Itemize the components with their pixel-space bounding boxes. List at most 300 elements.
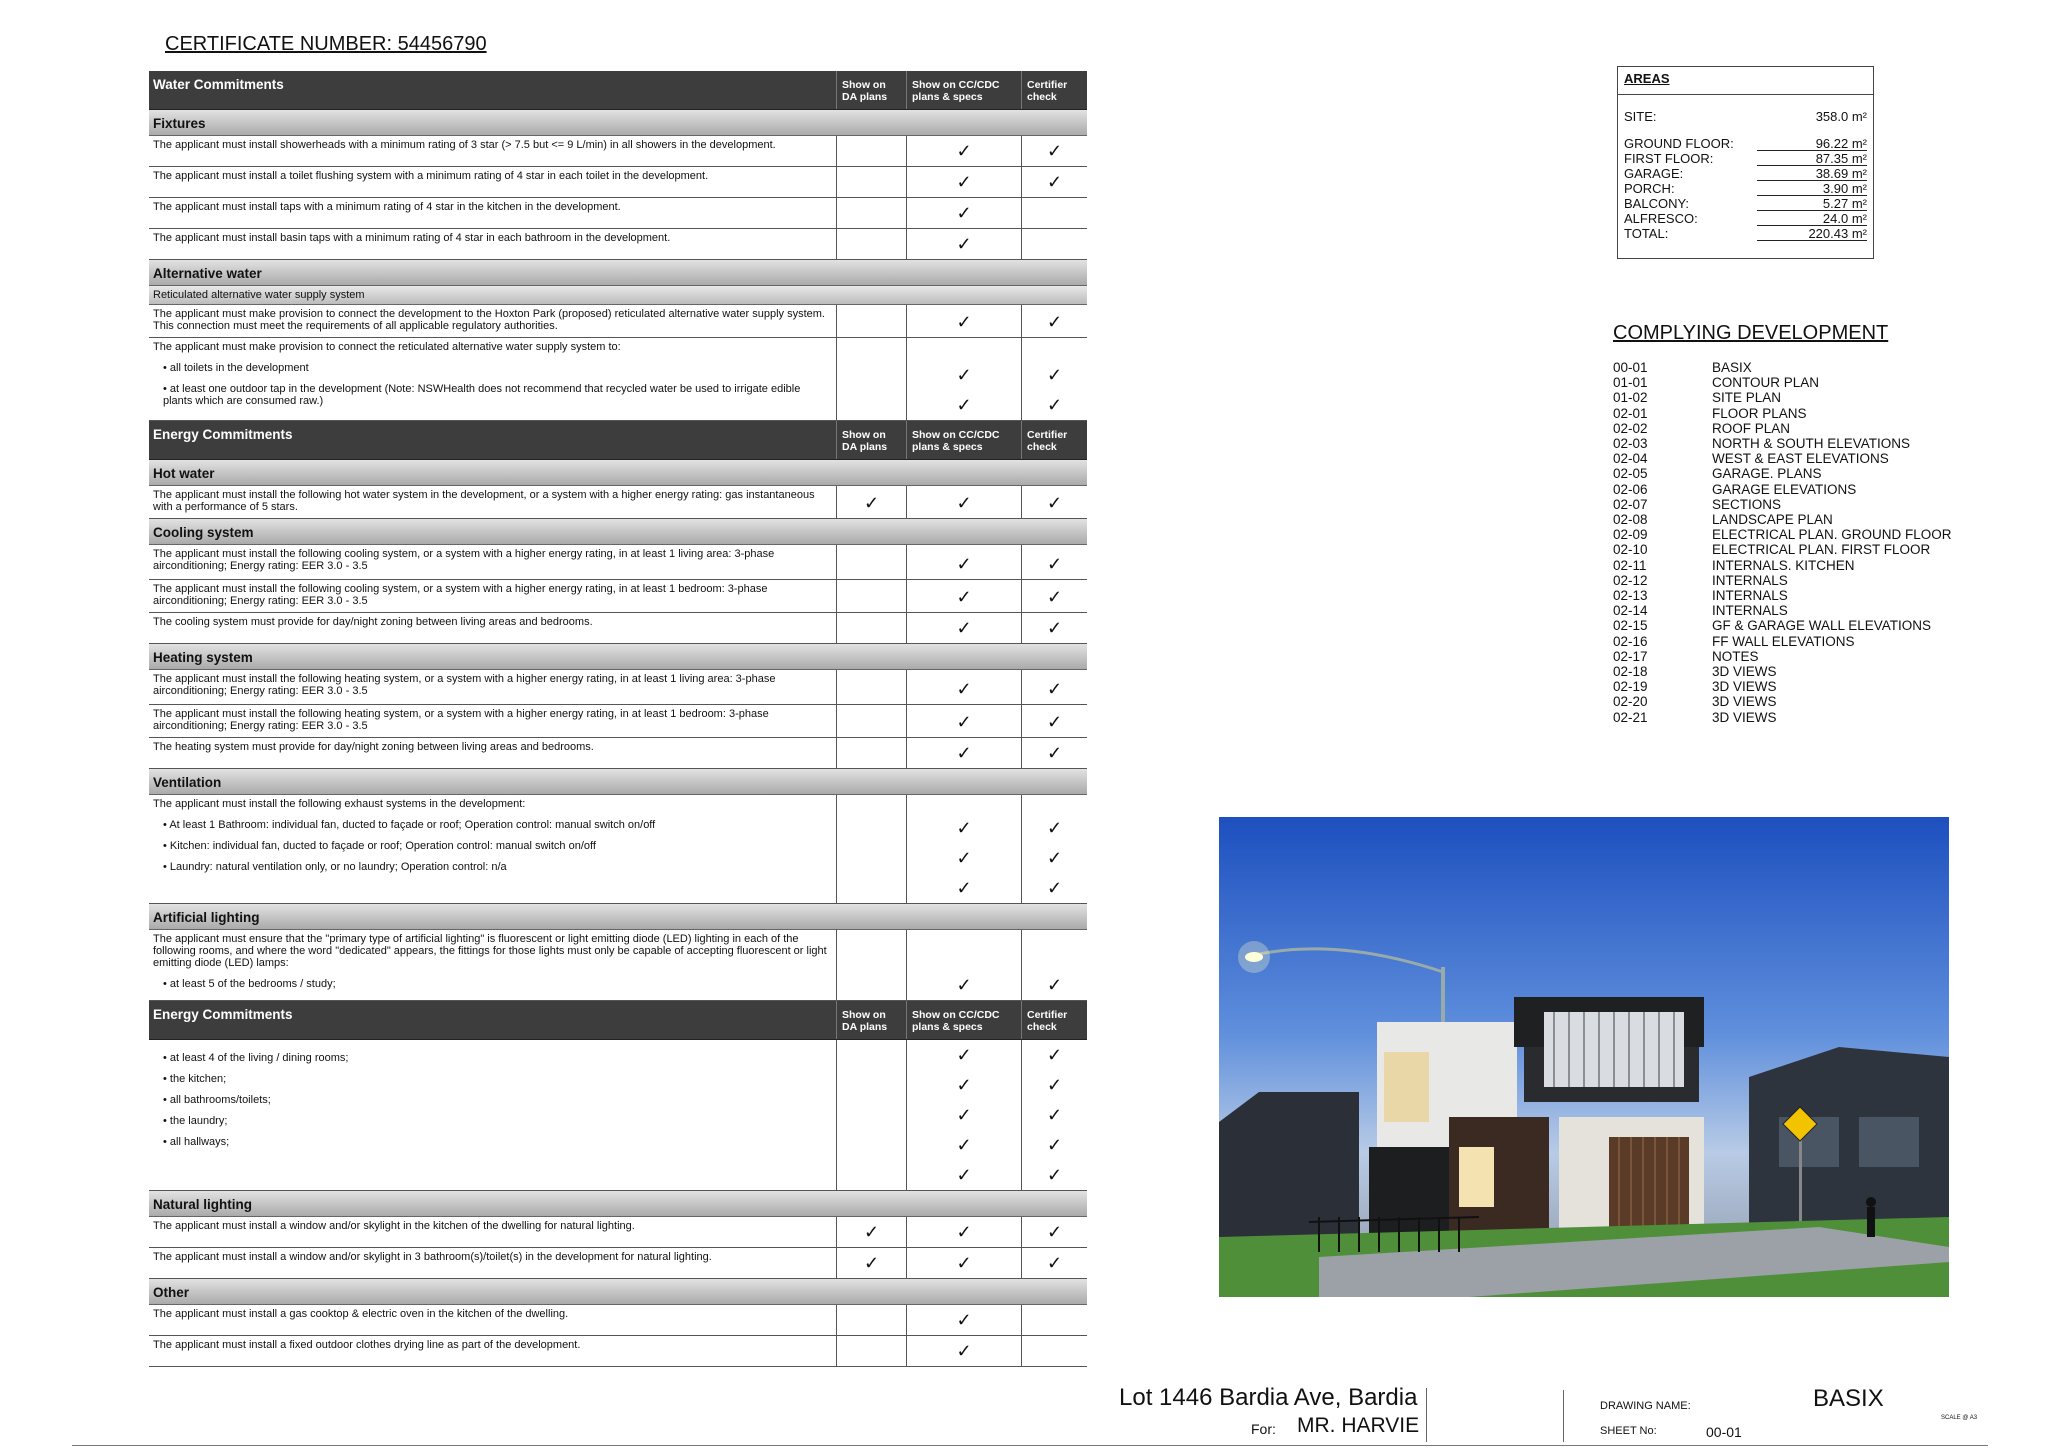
column-header: Show on DA plans (836, 71, 906, 109)
check-cell (906, 1040, 1021, 1190)
check-cell (1021, 1248, 1087, 1278)
check-mark: ✓ (1046, 554, 1063, 574)
area-label: BALCONY: (1624, 196, 1690, 211)
drawing-title: BASIX (1712, 360, 1752, 375)
commitment-description: The applicant must install basin taps with a minimum rating of 4 star in each bathroom in the development. (153, 232, 671, 244)
commitments-header (149, 71, 1087, 110)
commitment-row (149, 613, 1087, 644)
drawing-list-item (1613, 649, 1952, 664)
commitment-description: The applicant must install the following exhaust systems in the development: (153, 798, 526, 810)
scale-note: SCALE @ A3 (1941, 1415, 1978, 1421)
check-cell (1021, 1217, 1087, 1247)
area-site: SITE: 358.0 m² (1624, 109, 1867, 124)
drawing-list-item (1613, 451, 1952, 466)
drawing-number: 02-10 (1613, 542, 1648, 558)
check-cell (906, 198, 1021, 228)
drawing-number: 02-21 (1613, 709, 1648, 725)
commitment-description: The applicant must make provision to connect the development to the Hoxton Park (proposed) reticulated alternative water supply system. This connection must meet the requirements of all applicable regulatory authorities. (153, 308, 825, 332)
drawing-list (1613, 360, 1952, 725)
check-mark: ✓ (1046, 618, 1063, 638)
drawing-name: BASIX (1813, 1385, 1884, 1412)
check-cell (836, 795, 906, 903)
check-mark: ✓ (956, 975, 972, 995)
check-cell (906, 930, 1021, 1000)
section-heading: Artificial lighting (149, 904, 1087, 930)
check-mark: ✓ (1046, 395, 1063, 415)
check-mark: ✓ (1046, 679, 1063, 699)
drawing-title: GARAGE. PLANS (1712, 466, 1822, 482)
check-mark: ✓ (956, 172, 972, 192)
drawing-title: 3D VIEWS (1712, 709, 1777, 725)
drawing-title: INTERNALS (1712, 603, 1788, 619)
check-mark: ✓ (956, 818, 972, 838)
drawing-title: WEST & EAST ELEVATIONS (1712, 451, 1889, 467)
drawing-title: NORTH & SOUTH ELEVATIONS (1712, 436, 1911, 452)
title-block-divider (1426, 1388, 1427, 1442)
area-item (1618, 136, 1873, 151)
drawing-number: 02-14 (1613, 603, 1648, 619)
check-mark: ✓ (956, 1310, 972, 1330)
check-mark: ✓ (956, 618, 972, 638)
drawing-title: INTERNALS (1712, 588, 1788, 604)
commitment-bullet: • all toilets in the development (153, 362, 832, 374)
area-value: 220.43 m² (1757, 226, 1867, 241)
commitment-description: The applicant must install a window and/or skylight in 3 bathroom(s)/toilet(s) in the development for natural lighting. (153, 1251, 712, 1263)
commitment-row (149, 580, 1087, 613)
commitment-text (149, 705, 836, 737)
check-mark: ✓ (1046, 1105, 1063, 1125)
check-cell (906, 1305, 1021, 1335)
area-label: FIRST FLOOR: (1624, 151, 1714, 166)
check-mark: ✓ (1046, 712, 1063, 732)
drawing-list-item (1613, 482, 1952, 497)
commitment-row (149, 1248, 1087, 1279)
column-header: Show on CC/CDC plans & specs (906, 71, 1021, 109)
check-mark: ✓ (1046, 818, 1063, 838)
check-cell (906, 305, 1021, 337)
commitment-row (149, 795, 1087, 904)
check-cell (1021, 486, 1087, 518)
check-cell (1021, 338, 1087, 420)
section-heading: Hot water (149, 460, 1087, 486)
check-mark: ✓ (956, 1135, 972, 1155)
commitment-text (149, 167, 836, 197)
commitment-text (149, 136, 836, 166)
drawing-list-item (1613, 710, 1952, 725)
commitment-bullet: • the laundry; (153, 1115, 832, 1127)
area-label: GARAGE: (1624, 166, 1684, 181)
check-mark: ✓ (956, 141, 972, 161)
check-cell (906, 795, 1021, 903)
check-cell (836, 486, 906, 518)
check-mark: ✓ (1046, 1075, 1063, 1095)
commitment-text (149, 580, 836, 612)
check-mark: ✓ (956, 312, 972, 332)
check-mark: ✓ (956, 878, 972, 898)
check-mark: ✓ (956, 203, 972, 223)
check-cell (836, 1040, 906, 1190)
drawing-list-item (1613, 436, 1952, 451)
drawing-number: 02-06 (1613, 481, 1648, 497)
check-mark: ✓ (1046, 365, 1063, 385)
area-value: 38.69 m² (1757, 166, 1867, 181)
column-header: Certifier check (1021, 1001, 1087, 1039)
commitments-header (149, 421, 1087, 460)
commitment-row (149, 670, 1087, 705)
commitment-row (149, 1336, 1087, 1367)
commitment-row (149, 1040, 1087, 1191)
drawing-number: 02-03 (1613, 436, 1648, 452)
check-cell (1021, 1336, 1087, 1366)
check-mark: ✓ (956, 712, 972, 732)
column-header: Show on DA plans (836, 421, 906, 459)
check-cell (1021, 1040, 1087, 1190)
area-item (1618, 211, 1873, 226)
commitment-description: The applicant must make provision to connect the reticulated alternative water supply system to: (153, 341, 621, 353)
drawing-title: ELECTRICAL PLAN. GROUND FLOOR (1712, 527, 1952, 543)
commitment-text (149, 1336, 836, 1366)
drawing-number: 02-18 (1613, 664, 1648, 680)
commitment-text (149, 670, 836, 704)
commitments-header (149, 1001, 1087, 1040)
commitment-row (149, 705, 1087, 738)
drawing-number: 02-17 (1613, 648, 1648, 664)
check-mark: ✓ (956, 587, 972, 607)
areas-title: AREAS (1618, 67, 1873, 95)
area-item (1618, 226, 1873, 241)
commitment-row (149, 167, 1087, 198)
check-cell (1021, 930, 1087, 1000)
area-item (1618, 151, 1873, 166)
drawing-list-item (1613, 527, 1952, 542)
commitment-description: The applicant must install a gas cooktop & electric oven in the kitchen of the dwelling. (153, 1308, 569, 1320)
section-heading: Fixtures (149, 110, 1087, 136)
check-cell (906, 705, 1021, 737)
drawing-title: CONTOUR PLAN (1712, 375, 1820, 391)
section-heading: Alternative water (149, 260, 1087, 286)
area-value: 24.0 m² (1757, 211, 1867, 226)
check-mark: ✓ (956, 848, 972, 868)
check-mark: ✓ (956, 1045, 972, 1065)
check-mark: ✓ (956, 679, 972, 699)
section-heading: Heating system (149, 644, 1087, 670)
area-value: 87.35 m² (1757, 151, 1867, 166)
column-header: Show on CC/CDC plans & specs (906, 1001, 1021, 1039)
drawing-list-item (1613, 542, 1952, 557)
commitment-description: The applicant must install the following heating system, or a system with a higher energy rating, in at least 1 bedroom: 3-phase airconditioning; Energy rating: EER 3.0 - 3.5 (153, 708, 769, 732)
drawing-list-item (1613, 466, 1952, 481)
check-cell (906, 1248, 1021, 1278)
check-cell (836, 338, 906, 420)
check-cell (1021, 305, 1087, 337)
drawing-number: 02-20 (1613, 694, 1648, 710)
check-mark: ✓ (956, 1222, 972, 1242)
drawing-number: 02-01 (1613, 405, 1648, 421)
check-cell (906, 167, 1021, 197)
commitment-text (149, 198, 836, 228)
area-value: 96.22 m² (1757, 136, 1867, 151)
check-cell (836, 1305, 906, 1335)
check-cell (1021, 1305, 1087, 1335)
check-mark: ✓ (956, 493, 972, 513)
check-mark: ✓ (1046, 743, 1063, 763)
check-cell (1021, 136, 1087, 166)
check-mark: ✓ (1046, 172, 1063, 192)
check-cell (836, 167, 906, 197)
commitment-description: The cooling system must provide for day/night zoning between living areas and bedrooms. (153, 616, 593, 628)
check-cell (836, 305, 906, 337)
column-header: Show on DA plans (836, 1001, 906, 1039)
drawing-number: 01-02 (1613, 390, 1648, 406)
check-mark: ✓ (956, 1253, 972, 1273)
check-mark: ✓ (863, 1253, 880, 1273)
drawing-title: INTERNALS. KITCHEN (1712, 557, 1855, 573)
check-cell (1021, 738, 1087, 768)
check-mark: ✓ (956, 743, 972, 763)
commitment-row (149, 738, 1087, 769)
drawing-list-item (1613, 634, 1952, 649)
commitment-bullet: • Laundry: natural ventilation only, or no laundry; Operation control: n/a (153, 861, 832, 873)
section-heading: Natural lighting (149, 1191, 1087, 1217)
title-block-divider (1563, 1390, 1564, 1442)
column-header: Certifier check (1021, 71, 1087, 109)
commitment-bullet: • Kitchen: individual fan, ducted to façade or roof; Operation control: manual switch on/off (153, 840, 832, 852)
drawing-list-item (1613, 375, 1952, 390)
drawing-list-item (1613, 360, 1952, 375)
drawing-title: INTERNALS (1712, 572, 1788, 588)
check-mark: ✓ (1046, 975, 1063, 995)
check-cell (836, 930, 906, 1000)
drawing-number: 02-02 (1613, 420, 1648, 436)
check-mark: ✓ (956, 1105, 972, 1125)
commitment-row (149, 338, 1087, 421)
drawing-number: 02-13 (1613, 588, 1648, 604)
check-mark: ✓ (956, 1075, 972, 1095)
commitment-description: The applicant must install taps with a minimum rating of 4 star in the kitchen in the development. (153, 201, 621, 213)
check-cell (906, 338, 1021, 420)
area-item (1618, 166, 1873, 181)
commitment-text (149, 738, 836, 768)
column-header: Certifier check (1021, 421, 1087, 459)
drawing-title: FF WALL ELEVATIONS (1712, 633, 1855, 649)
drawing-title: FLOOR PLANS (1712, 405, 1807, 421)
section-heading: Cooling system (149, 519, 1087, 545)
check-cell (906, 738, 1021, 768)
drawing-number: 02-19 (1613, 679, 1648, 695)
check-cell (836, 198, 906, 228)
drawing-number: 02-09 (1613, 527, 1648, 543)
drawing-title: SITE PLAN (1712, 390, 1782, 406)
commitment-text (149, 338, 836, 420)
house-render-image (1219, 817, 1949, 1297)
drawing-number: 02-07 (1613, 496, 1648, 512)
commitment-text (149, 545, 836, 579)
drawing-list-item (1613, 679, 1952, 694)
drawing-list-item (1613, 421, 1952, 436)
commitment-text (149, 1040, 836, 1190)
check-mark: ✓ (1046, 848, 1063, 868)
area-label: TOTAL: (1624, 226, 1669, 241)
drawing-list-item (1613, 406, 1952, 421)
check-mark: ✓ (1046, 1135, 1063, 1155)
drawing-name-label: DRAWING NAME: (1600, 1400, 1691, 1412)
check-cell (836, 613, 906, 643)
commitment-row (149, 229, 1087, 260)
drawing-list-item (1613, 588, 1952, 603)
check-cell (836, 1336, 906, 1366)
commitment-description: The applicant must install the following heating system, or a system with a higher energy rating, in at least 1 living area: 3-phase airconditioning; Energy rating: EER 3.0 - 3.5 (153, 673, 776, 697)
commitment-row (149, 1305, 1087, 1336)
commitment-row (149, 136, 1087, 167)
check-mark: ✓ (1046, 1045, 1063, 1065)
commitment-description: The applicant must install the following hot water system in the development, or a system with a higher energy rating: gas instantaneous with a performance of 5 stars. (153, 489, 815, 513)
basix-commitments-table (149, 71, 1087, 1367)
commitment-text (149, 486, 836, 518)
check-cell (906, 486, 1021, 518)
check-cell (1021, 670, 1087, 704)
check-mark: ✓ (956, 234, 972, 254)
check-cell (906, 1336, 1021, 1366)
drawing-title: NOTES (1712, 648, 1759, 664)
check-mark: ✓ (1046, 312, 1063, 332)
drawing-number: 02-08 (1613, 512, 1648, 528)
area-value: 5.27 m² (1757, 196, 1867, 211)
project-address: Lot 1446 Bardia Ave, Bardia (1119, 1384, 1418, 1411)
commitment-bullet: • at least 4 of the living / dining rooms; (153, 1052, 832, 1064)
commitment-text (149, 1305, 836, 1335)
section-heading: Ventilation (149, 769, 1087, 795)
drawing-title: 3D VIEWS (1712, 694, 1777, 710)
commitment-bullet: • all bathrooms/toilets; (153, 1094, 832, 1106)
check-mark: ✓ (1046, 1222, 1063, 1242)
check-cell (836, 136, 906, 166)
area-list (1618, 136, 1873, 241)
check-cell (836, 670, 906, 704)
commitment-row (149, 1217, 1087, 1248)
check-mark: ✓ (1046, 1165, 1063, 1185)
check-cell (1021, 167, 1087, 197)
commitment-description: The applicant must install the following cooling system, or a system with a higher energy rating, in at least 1 bedroom: 3-phase airconditioning; Energy rating: EER 3.0 - 3.5 (153, 583, 768, 607)
commitment-text (149, 795, 836, 903)
check-cell (836, 1217, 906, 1247)
check-cell (906, 545, 1021, 579)
commitment-text (149, 1217, 836, 1247)
drawing-title: GF & GARAGE WALL ELEVATIONS (1712, 618, 1932, 634)
drawing-list-item (1613, 573, 1952, 588)
commitment-text (149, 1248, 836, 1278)
column-header: Show on CC/CDC plans & specs (906, 421, 1021, 459)
subsection-heading: Reticulated alternative water supply system (149, 286, 1087, 305)
check-cell (836, 705, 906, 737)
drawing-list-item (1613, 664, 1952, 679)
area-value: 3.90 m² (1757, 181, 1867, 196)
check-mark: ✓ (956, 395, 972, 415)
check-cell (906, 613, 1021, 643)
area-label: PORCH: (1624, 181, 1675, 196)
check-cell (1021, 229, 1087, 259)
commitment-row (149, 305, 1087, 338)
check-cell (1021, 613, 1087, 643)
check-cell (836, 580, 906, 612)
complying-title: COMPLYING DEVELOPMENT (1613, 322, 1889, 344)
commitment-bullet: • at least one outdoor tap in the development (Note: NSWHealth does not recommend that recycled water be used to irrigate edible plants which are consumed raw.) (153, 383, 832, 407)
check-mark: ✓ (863, 493, 880, 513)
drawing-number: 02-04 (1613, 451, 1648, 467)
drawing-list-item (1613, 512, 1952, 527)
drawing-title: 3D VIEWS (1712, 664, 1777, 680)
commitment-row (149, 198, 1087, 229)
commitment-description: The applicant must install the following cooling system, or a system with a higher energy rating, in at least 1 living area: 3-phase airconditioning; Energy rating: EER 3.0 - 3.5 (153, 548, 775, 572)
commitments-title: Water Commitments (153, 77, 284, 92)
client-name: MR. HARVIE (1297, 1414, 1420, 1437)
check-cell (836, 1248, 906, 1278)
check-cell (906, 1217, 1021, 1247)
drawing-title: GARAGE ELEVATIONS (1712, 481, 1857, 497)
drawing-list-item (1613, 603, 1952, 618)
commitment-row (149, 930, 1087, 1001)
check-cell (1021, 198, 1087, 228)
check-cell (1021, 795, 1087, 903)
certificate-number: CERTIFICATE NUMBER: 54456790 (165, 33, 487, 55)
check-mark: ✓ (956, 365, 972, 385)
drawing-number: 02-15 (1613, 618, 1648, 634)
drawing-number: 02-16 (1613, 633, 1648, 649)
check-mark: ✓ (1046, 587, 1063, 607)
area-label: ALFRESCO: (1624, 211, 1698, 226)
check-mark: ✓ (1046, 1253, 1063, 1273)
check-mark: ✓ (1046, 493, 1063, 513)
commitment-description: The applicant must install showerheads with a minimum rating of 3 star (> 7.5 but <= 9 L/min) in all showers in the development. (153, 139, 776, 151)
areas-box (1617, 66, 1874, 259)
drawing-title: 3D VIEWS (1712, 679, 1777, 695)
drawing-list-item (1613, 618, 1952, 633)
commitment-row (149, 486, 1087, 519)
check-mark: ✓ (1046, 878, 1063, 898)
drawing-title: ELECTRICAL PLAN. FIRST FLOOR (1712, 542, 1931, 558)
commitment-text (149, 613, 836, 643)
area-label: GROUND FLOOR: (1624, 136, 1734, 151)
drawing-title: LANDSCAPE PLAN (1712, 512, 1833, 528)
drawing-title: ROOF PLAN (1712, 420, 1791, 436)
drawing-number: 02-12 (1613, 572, 1648, 588)
check-mark: ✓ (956, 1165, 972, 1185)
commitment-text (149, 229, 836, 259)
commitment-description: The heating system must provide for day/night zoning between living areas and bedrooms. (153, 741, 594, 753)
sheet-number-label: SHEET No: (1600, 1425, 1657, 1437)
check-mark: ✓ (956, 1341, 972, 1361)
check-cell (836, 545, 906, 579)
check-cell (906, 580, 1021, 612)
drawing-list-item (1613, 497, 1952, 512)
commitment-description: The applicant must ensure that the "primary type of artificial lighting" is fluorescent or light emitting diode (LED) lighting in each of the following rooms, and where the word "dedicated" appears, the fittings for those lights must only be capable of accepting fluorescent or light emitting diode (LED) lamps: (153, 933, 827, 969)
drawing-number: 00-01 (1613, 360, 1648, 375)
commitment-bullet: • At least 1 Bathroom: individual fan, ducted to façade or roof; Operation control: manual switch on/off (153, 819, 832, 831)
check-cell (906, 670, 1021, 704)
commitments-title: Energy Commitments (153, 427, 293, 442)
commitment-description: The applicant must install a fixed outdoor clothes drying line as part of the development. (153, 1339, 581, 1351)
section-heading: Other (149, 1279, 1087, 1305)
check-cell (1021, 580, 1087, 612)
drawing-number: 02-05 (1613, 466, 1648, 482)
area-item (1618, 181, 1873, 196)
drawing-list-item (1613, 390, 1952, 405)
check-cell (836, 229, 906, 259)
check-cell (906, 229, 1021, 259)
commitment-bullet: • the kitchen; (153, 1073, 832, 1085)
commitment-bullet: • all hallways; (153, 1136, 832, 1148)
sheet-number: 00-01 (1706, 1424, 1742, 1440)
check-cell (1021, 545, 1087, 579)
